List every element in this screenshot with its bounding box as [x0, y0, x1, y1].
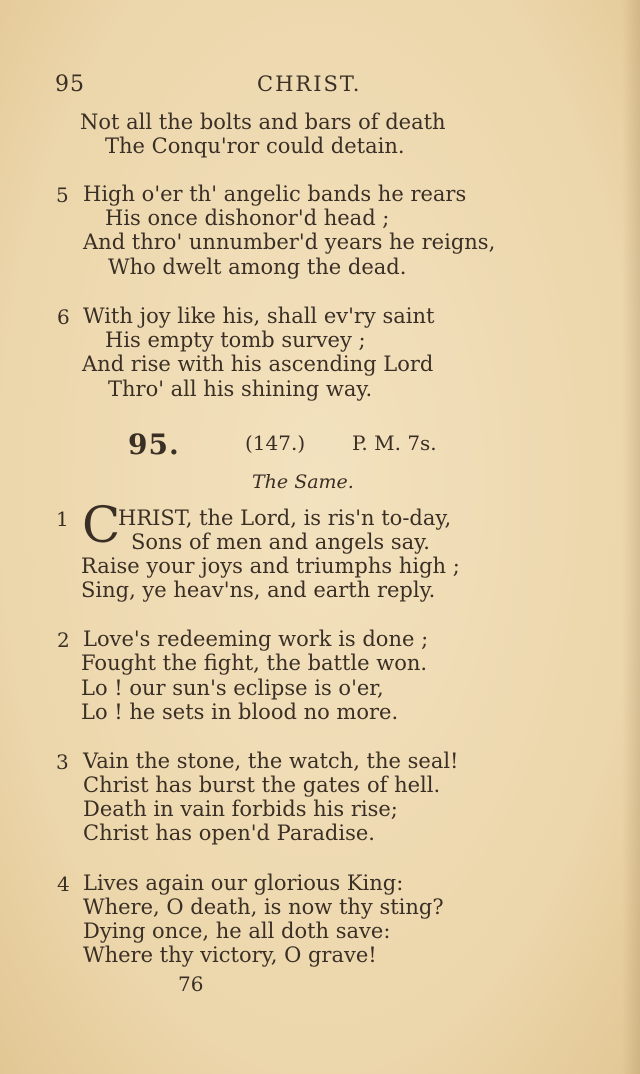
header-page-number: 95	[55, 72, 85, 97]
verse-line: Thro' all his shining way.	[108, 377, 373, 401]
verse-line: His empty tomb survey ;	[105, 328, 366, 352]
verse-line: Lo ! our sun's eclipse is o'er,	[81, 676, 384, 700]
verse-line: Fought the fight, the battle won.	[81, 651, 428, 675]
verse-line: Who dwelt among the dead.	[108, 255, 407, 279]
continuation-line: Not all the bolts and bars of death	[80, 110, 446, 134]
verse-number: 1	[56, 507, 69, 531]
verse-line: Sons of men and angels say.	[131, 530, 430, 554]
verse-line: His once dishonor'd head ;	[105, 206, 390, 230]
verse-line: Dying once, he all doth save:	[83, 919, 391, 943]
verse-line: And thro' unnumber'd years he reigns,	[83, 230, 496, 254]
hymn-reference: (147.)	[245, 431, 306, 455]
verse-line: Where, O death, is now thy sting?	[83, 895, 444, 919]
verse-line: Raise your joys and triumphs high ;	[81, 554, 460, 578]
verse-number: 5	[56, 183, 69, 207]
verse-line: Where thy victory, O grave!	[83, 943, 377, 967]
hymn-number: 95.	[128, 428, 180, 461]
verse-number: 6	[57, 305, 70, 329]
verse-line: Christ has burst the gates of hell.	[83, 773, 441, 797]
continuation-line: The Conqu'ror could detain.	[105, 134, 405, 158]
footer-page-number: 76	[178, 972, 204, 996]
drop-cap: C	[82, 496, 121, 554]
verse-line: And rise with his ascending Lord	[82, 352, 434, 376]
running-title: CHRIST.	[257, 72, 362, 96]
verse-line: Vain the stone, the watch, the seal!	[83, 749, 459, 773]
verse-line: High o'er th' angelic bands he rears	[83, 182, 467, 206]
verse-line: Sing, ye heav'ns, and earth reply.	[81, 578, 436, 602]
verse-number: 2	[57, 628, 70, 652]
verse-number: 3	[56, 750, 69, 774]
verse-line: HRIST, the Lord, is ris'n to-day,	[118, 506, 452, 530]
verse-line: With joy like his, shall ev'ry saint	[83, 304, 435, 328]
hymn-meter: P. M. 7s.	[352, 431, 437, 455]
verse-line: Death in vain forbids his rise;	[83, 797, 398, 821]
verse-number: 4	[57, 872, 70, 896]
page-edge-shadow	[622, 0, 640, 1074]
hymn-title: The Same.	[252, 471, 354, 493]
verse-line: Christ has open'd Paradise.	[83, 821, 375, 845]
verse-line: Lives again our glorious King:	[83, 871, 404, 895]
verse-line: Love's redeeming work is done ;	[83, 627, 429, 651]
verse-line: Lo ! he sets in blood no more.	[81, 700, 399, 724]
